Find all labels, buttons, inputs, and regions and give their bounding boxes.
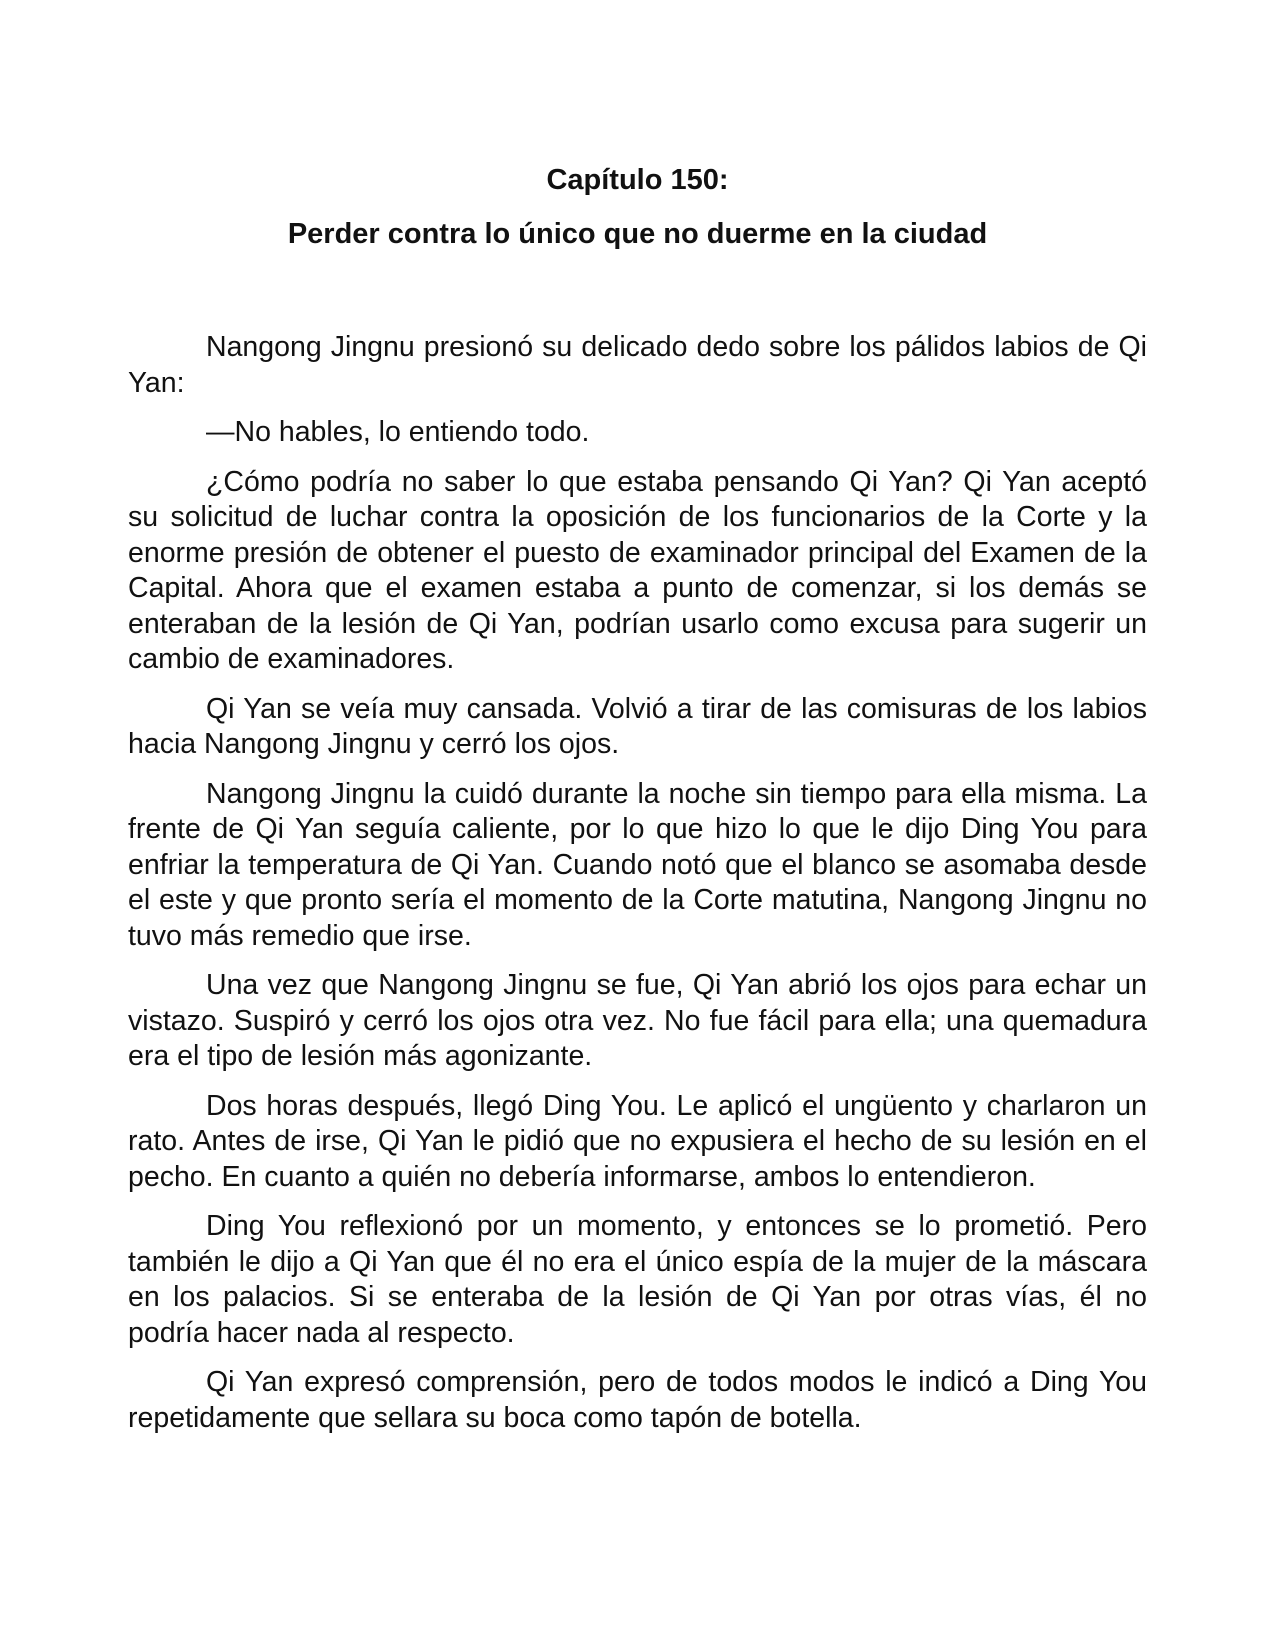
paragraph: Una vez que Nangong Jingnu se fue, Qi Yan abrió los ojos para echar un vistazo. Suspiró y cerró los ojos otra vez. No fue fácil para ella; una quemadura era el tipo de lesión más agonizante. (128, 969, 1147, 1072)
chapter-title: Perder contra lo único que no duerme en la ciudad (287, 218, 988, 250)
chapter-body (128, 330, 1147, 1436)
paragraph: Qi Yan se veía muy cansada. Volvió a tirar de las comisuras de los labios hacia Nangong Jingnu y cerró los ojos. (128, 692, 1147, 760)
paragraph: Nangong Jingnu la cuidó durante la noche sin tiempo para ella misma. La frente de Qi Yan seguía caliente, por lo que hizo lo que le dijo Ding You para enfriar la temperatura de Qi Yan. Cuando notó que el blanco se asomaba desde el este y que pronto sería el momento de la Corte matutina, Nangong Jingnu no tuvo más remedio que irse. (128, 777, 1147, 952)
paragraph: ¿Cómo podría no saber lo que estaba pensando Qi Yan? Qi Yan aceptó su solicitud de luchar contra la oposición de los funcionarios de la Corte y la enorme presión de obtener el puesto de examinador principal del Examen de la Capital. Ahora que el examen estaba a punto de comenzar, si los demás se enteraban de la lesión de Qi Yan, podrían usarlo como excusa para sugerir un cambio de examinadores. (128, 465, 1147, 675)
paragraph: Dos horas después, llegó Ding You. Le aplicó el ungüento y charlaron un rato. Antes de irse, Qi Yan le pidió que no expusiera el hecho de su lesión en el pecho. En cuanto a quién no debería informarse, ambos lo entendieron. (128, 1089, 1147, 1193)
paragraph: Ding You reflexionó por un momento, y entonces se lo prometió. Pero también le dijo a Qi Yan que él no era el único espía de la mujer de la máscara en los palacios. Si se enteraba de la lesión de Qi Yan por otras vías, él no podría hacer nada al respecto. (128, 1210, 1147, 1349)
paragraph: —No hables, lo entiendo todo. (206, 416, 590, 448)
chapter-number: Capítulo 150: (546, 164, 729, 196)
paragraph: Nangong Jingnu presionó su delicado dedo sobre los pálidos labios de Qi Yan: (128, 331, 1147, 399)
paragraph: Qi Yan expresó comprensión, pero de todos modos le indicó a Ding You repetidamente que sellara su boca como tapón de botella. (128, 1366, 1147, 1434)
